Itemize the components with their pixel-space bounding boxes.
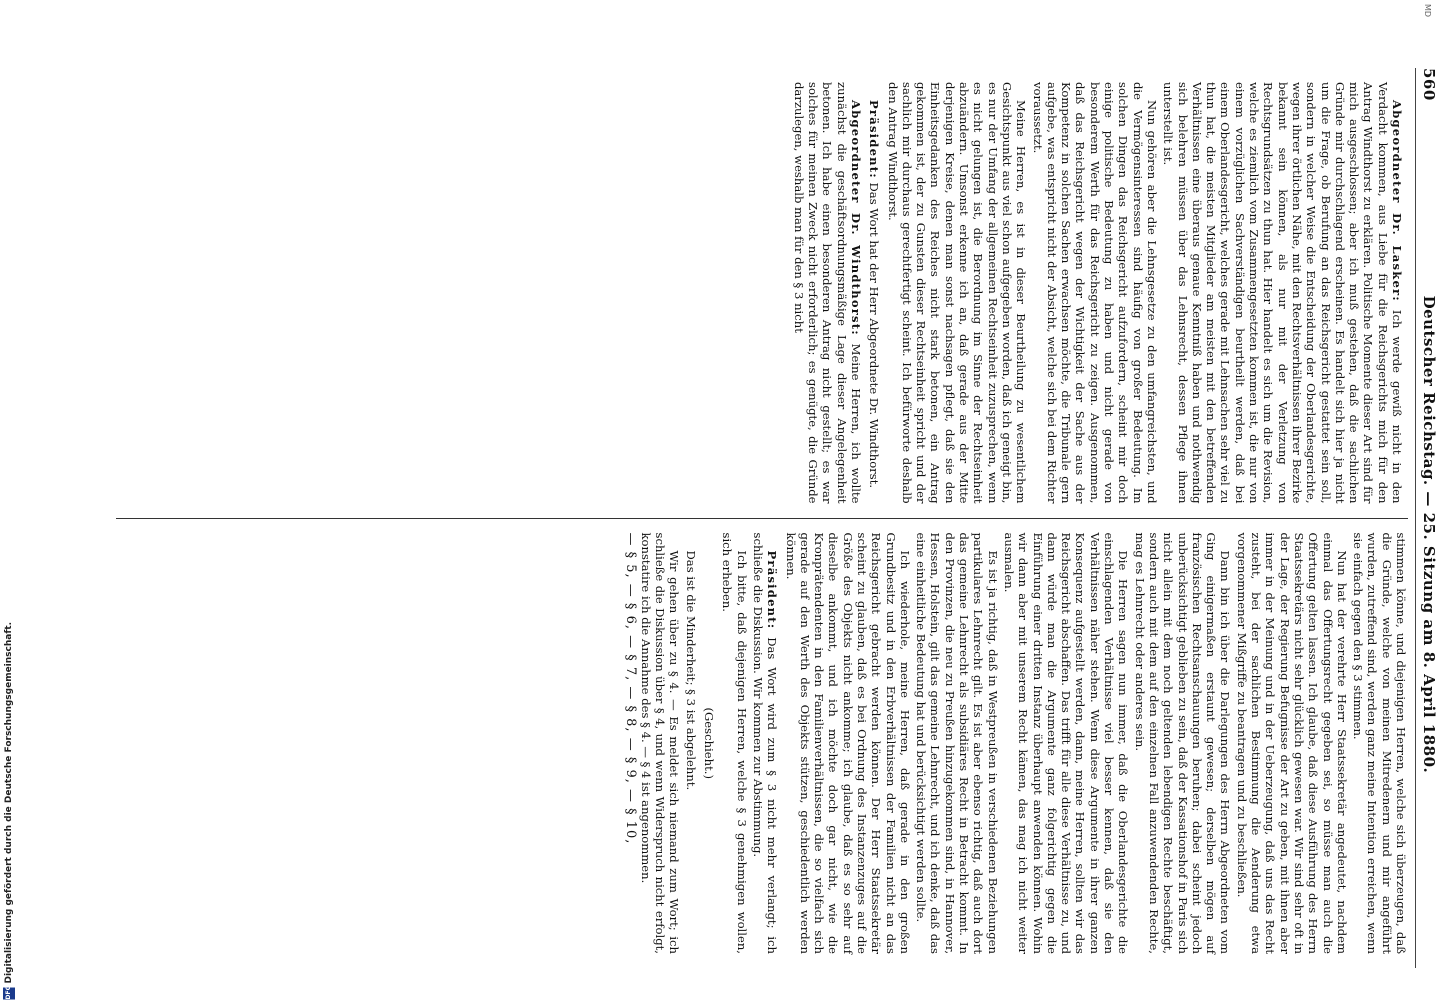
paragraph [792,82,863,504]
running-head-title: Deutscher Reichstag. — 25. Sitzung am 8. April 1880. [1420,295,1438,774]
paragraph: Ich wiederhole, meine Herren, daß gerade in den großen Grundbesitz und in den Erbverhältnissen der Familien nicht an das Reichsgericht gebracht werden können. Der Herr Staatssekretär scheint zu glauben, daß es bei Ordnung des Instanzenzuges auf die Größe des Objekts nicht ankomme; ich glaube, daß es so sehr auf dieselbe ankommt, und ich möchte doch gar nicht, wie die Kronprätendenten in den Familienverhältnissen, die so vielfach sich gerade auf den Werth des Objekts stützen, geschiedentlich werden können. [783,532,912,954]
paragraph [867,82,881,504]
paragraph-text: Das Wort wird zum § 3 nicht mehr verlangt; ich schließe die Diskussion. Wir kommen zur Abstimmung. [750,532,780,955]
column-right [116,518,1408,969]
rotated-document-page [108,38,1448,998]
stage-direction: (Geschieht.) [702,707,717,779]
paragraph: Nun gehören aber die Lehnsgesetze zu den umfangreichsten, und die Vermögensinteressen sind häufig von großer Bedeutung. Im solchen Dingen das Reichsgericht aufzufordern, scheint mir doch einige politische Bedeutung zu haben und nicht gerade von besonderem Werth für das Reichsgericht zu zeigen. Ausgenommen, daß das Reichsgericht wegen der Wichtigkeit der Sache aus der Kompetenz in solchen Sachen erwachsen möchte, die Tribunale gern aufgebe, was entspricht nicht der Absicht, welche sich bei dem Richter voraussetzt. [1030,82,1159,504]
paragraph [1161,82,1404,504]
paragraph-text: Meine Herren, ich wollte zunächst die geschäftsordnungsmäßige Lage dieser Angelegenheit betonen. Ich habe einen besonderen Antrag nicht gestellt; es war solches für meinen Zweck nicht erforderlich; es genügte, die Gründe darzulegen, weshalb man für den § 3 nicht [791,82,864,504]
speaker-name: Abgeordneter Dr. Windthorst: [849,100,864,336]
paragraph [751,533,780,955]
paragraph: Das ist die Minderheit; § 3 ist abgelehnt. [683,550,698,791]
speaker-name: Abgeordneter Dr. Lasker: [1390,100,1404,302]
running-head [1415,68,1442,968]
corner-mark: MD [1423,4,1432,18]
credit-text: Digitalisierung gefördert durch die Deutsche Forschungsgemeinschaft. [4,622,14,984]
paragraph-text: Ich werde gewiß nicht in den Verdacht kommen, aus Liebe für die Reichsgerichts mich für den Antrag Windthorst zu erklären. Politische Momente dieser Art sind für mich ausgeschlossen; aber ich muß gestehen, daß die sachlichen Gründe mir durchschlagend erscheinen. Es handelt sich hier ja nicht um die Frage, ob Berufung an das Reichsgericht gestattet sein soll, sondern in welcher Weise die Entscheidung der Oberlandesgerichte, wegen ihrer örtlichen Nähe, mit den Rechtsverhältnissen ihrer Bezirke bekannt sein können, als nur mit der Verletzung von Rechtsgrundsätzen zu thun hat. Hier handelt es sich um die Revision, welche es ziemlich vom Zusammengesetzten kommen ist, die nur von einem vorzüglichen Sachverständigen beurtheilt werden, daß bei einem Oberlandesgericht, welches gerade mit Lehnsachen sehr viel zu thun hat, die meisten Mitglieder am meisten mit den betreffenden Verhältnissen eine überaus genaue Kenntniß haben und nothwendig sich belehren müssen über das Lehnsrecht, dessen Pflege ihnen unterstellt ist. [1161,82,1404,504]
dfg-logo-icon: DFG [3,988,15,1000]
paragraph: stimmen könne, und diejenigen Herren, welche sich überzeugen, daß die Gründe, welche von meinen Mitredenern und mir angeführt wurden, zutreffend sind, werden ganz meine Intention erreichen, wenn sie einfach gegen den § 3 stimmen. [1351,532,1408,954]
section-list: — § 5, — § 6, — § 7, — § 8, — § 9, — § 10, [622,532,638,845]
paragraph: Nun hat der verehrte Herr Staatssekretär angedeutet, nachdem einmal das Offertungsrecht gegeben sei, so müsse man auch die Offertung gelten lassen. Ich glaube, daß diese Ausführung des Herrn Staatssekretärs nicht sehr glücklich gewesen war. Wir sind sehr oft in der Lage, der Regierung Befugnisse der Art zu geben, mit ihnen aber immer in der Meinung und in der Ueberzeugung, daß uns das Recht zusteht, bei der sachlichen Bestimmung die Aenderung etwa vorgenommener Mißgriffe zu beantragen und zu beschließen. [1234,532,1349,954]
digitization-credit [2,0,16,1000]
paragraph: Es ist ja richtig, daß in Westpreußen in verschiedenen Beziehungen partikulares Lehnrecht gilt. Es ist aber ebenso richtig, daß auch dort das gemeine Lehnrecht als subsidiäres Recht in Betracht kommt. In den Provinzen, die neu zu Preußen hinzugekommen sind, in Hannover, Hessen, Holstein, gilt das gemeine Lehnrecht, und ich denke, daß das eine einheitliche Bedeutung hat und berücksichtigt werden sollte. [914,532,1000,954]
speaker-name: Präsident: [867,100,882,179]
speaker-name: Präsident: [765,550,780,630]
page-number: 560 [1420,68,1438,101]
paragraph: Die Herren sagen nun immer, daß die Oberlandesgerichte die einschlagenden Verhältnisse viel besser kennen, daß sie den Verhältnissen näher stehen. Wenn diese Argumente in ihrer ganzen Konsequenz aufgestellt werden, dann, meine Herren, sollten wir das Reichsgericht abschaffen. Das trifft für alle diese Verhältnisse zu, und dann würde man die Argumente ganz folgerichtig gegen die Einführung einer dritten Instanz überhaupt anwenden können. Wohin wir dann aber mit unserem Recht kämen, das mag ich nicht weiter ausmalen. [1001,532,1131,954]
paragraph: Dann bin ich über die Darlegungen des Herrn Abgeordneten vom Ging einigermaßen erstaunt gewesen; derselben mögen auf französischen Rechtsanschauungen beruhen; dabei scheint jedoch unberücksichtigt geblieben zu sein, daß der Kassationshof in Paris sich nicht allein mit dem noch geltenden lebendigen Rechte beschäftigt, sondern auch mit dem auf den einzelnen Fall anzuwendenden Rechte, mag es Lehnrecht oder anderes sein. [1132,532,1233,954]
paragraph: Meine Herren, es ist in dieser Beurtheilung zu wesentlichem Gesichtspunkt aus viel schon aufgegeben worden, daß ich geneigt bin, es nur der Umfang der allgemeinen Rechtseinheit zuzusprechen, wenn es nicht gelungen ist, die Berordnung im Sinne der Rechtseinheit abzuändern. Umsonst erkenne ich an, daß gerade aus der Mitte derjenigen Kreise, denen man sonst nachsagen pflegt, daß sie den Einheitsgedanken des Reiches nicht stark betonen, ein Antrag gekommen ist, der zu Gunsten dieser Rechtseinheit spricht und der sachlich mir durchaus gerechtfertigt scheint. Ich befürworte deshalb den Antrag Windthorst. [885,82,1029,504]
paragraph-text: Das Wort hat der Herr Abgeordnete Dr. Windthorst. [867,182,882,489]
column-left [116,68,1408,518]
text-columns [116,68,1408,968]
paragraph: Wir gehen über zu § 4. — Es meldet sich niemand zum Wort; ich schließe die Diskussion über § 4, und wenn Widerspruch nicht erfolgt, konstatire ich die Annahme des § 4. — § 4 ist angenommen. [638,532,682,954]
paragraph: Ich bitte, daß diejenigen Herren, welche § 3 genehmigen wollen, sich erheben. [720,532,749,954]
